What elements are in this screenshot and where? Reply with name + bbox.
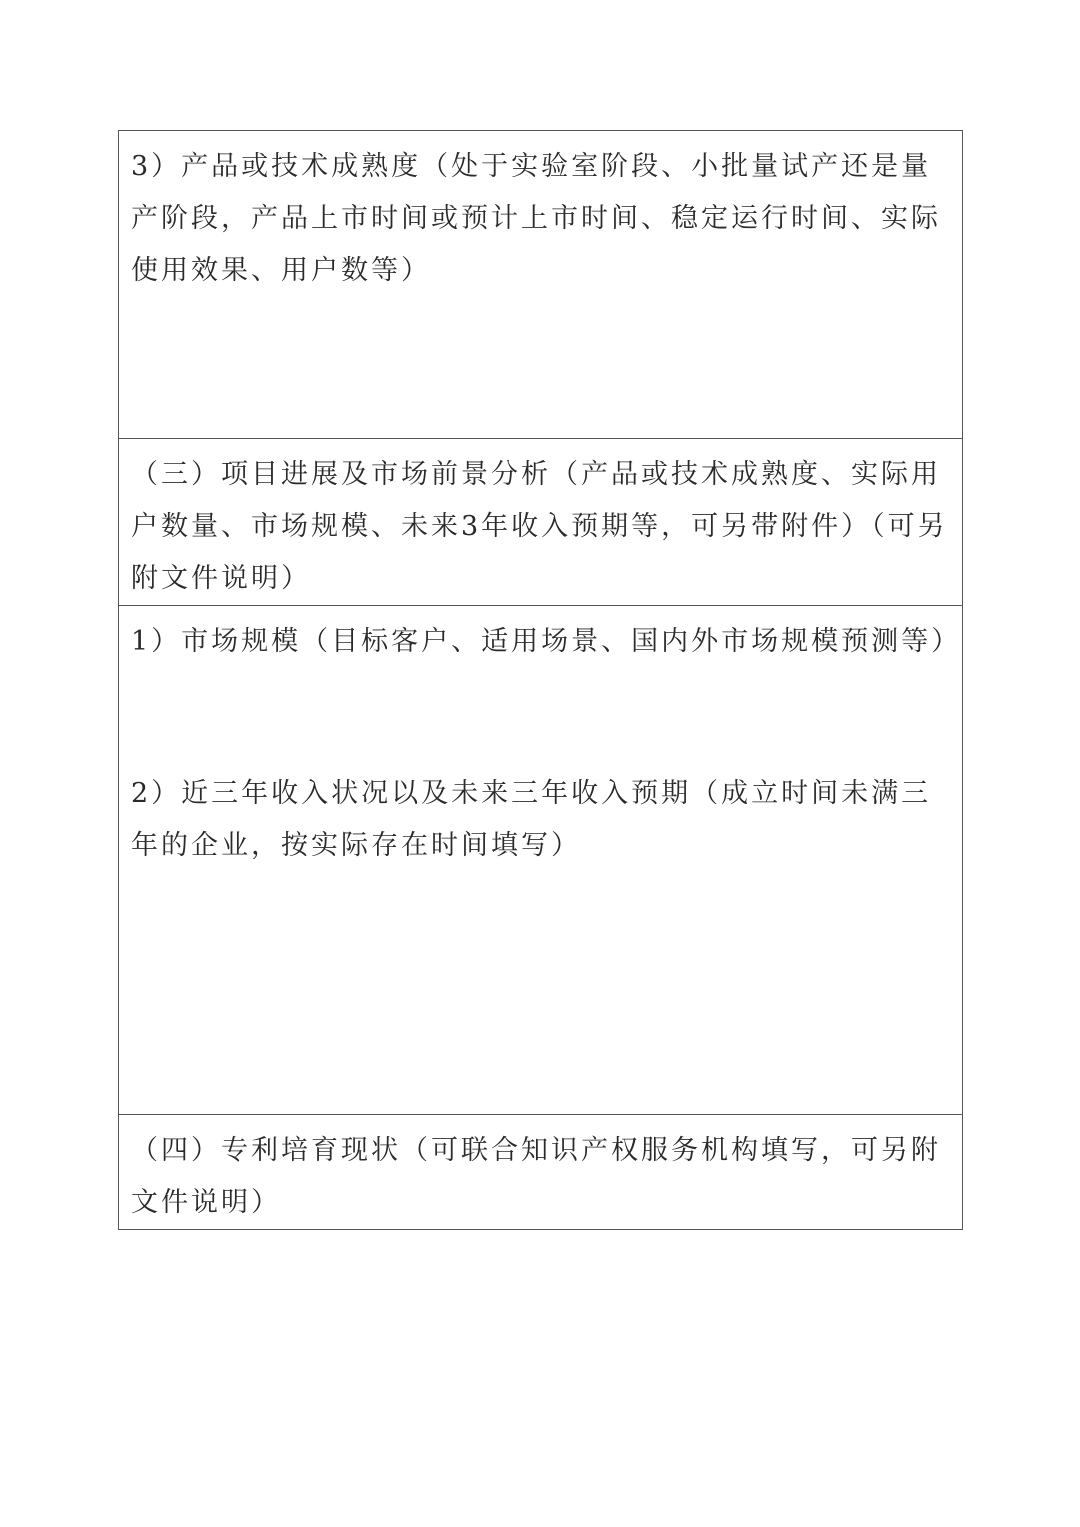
- application-form-table: [118, 130, 963, 1230]
- table-row-progress-heading: [119, 439, 963, 606]
- table-row-maturity: [119, 131, 963, 439]
- table-cell-market: [119, 606, 963, 1115]
- market-scale-prompt: 1）市场规模（目标客户、适用场景、国内外市场规模预测等）: [131, 626, 962, 657]
- table-row-patent: [119, 1115, 963, 1230]
- answer-space: [131, 668, 950, 768]
- table-row-market: [119, 606, 963, 1115]
- section-3-heading: （三）项目进展及市场前景分析（产品或技术成熟度、实际用户数量、市场规模、未来3年收入预期等，可另带附件）（可另附文件说明）: [131, 459, 948, 594]
- revenue-prompt: 2）近三年收入状况以及未来三年收入预期（成立时间未满三年的企业，按实际存在时间填写）: [131, 778, 932, 861]
- table-cell-patent: [119, 1115, 963, 1230]
- maturity-prompt: 3）产品或技术成熟度（处于实验室阶段、小批量试产还是量产阶段，产品上市时间或预计上市时间、稳定运行时间、实际使用效果、用户数等）: [131, 151, 941, 286]
- table-cell-progress-heading: [119, 439, 963, 606]
- table-cell-maturity: [119, 131, 963, 439]
- section-4-heading: （四）专利培育现状（可联合知识产权服务机构填写，可另附文件说明）: [131, 1135, 941, 1218]
